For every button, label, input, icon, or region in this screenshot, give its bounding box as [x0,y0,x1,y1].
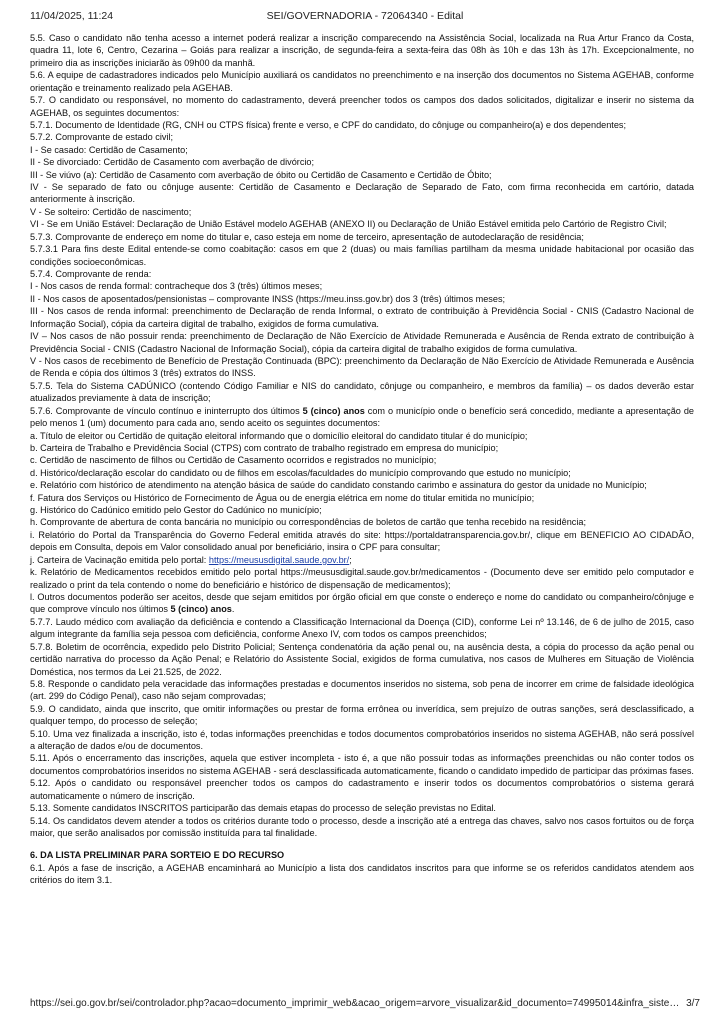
list-item: VI - Se em União Estável: Declaração de União Estável modelo AGEHAB (ANEXO II) ou Declaração de União Estável emitida pelo Cartório de Registro Civil; [30,219,667,230]
print-header [30,10,700,26]
document-url: https://sei.go.gov.br/sei/controlador.php?acao=documento_imprimir_web&acao_origem=arvore_visualizar&id_documento=74995014&infra_siste… [30,998,680,1009]
paragraph-5-10: 5.10. Uma vez finalizada a inscrição, isto é, todas informações preenchidas e todos documentos comprobatórios inseridos no sistema AGEHAB, não será possível a alteração de dados e/ou de documentos. [30,728,694,752]
list-item: III - Se viúvo (a): Certidão de Casamento com averbação de óbito ou Certidão de Casamento e Certidão de Óbito; [30,169,492,180]
list-item: b. Carteira de Trabalho e Previdência Social (CTPS) com contrato de trabalho registrado em empresa do município; [30,442,499,453]
list-item: c. Certidão de nascimento de filhos ou Certidão de Casamento ocorridos e registrados no município; [30,455,437,466]
list-item: V - Se solteiro: Certidão de nascimento; [30,206,192,217]
list-item: d. Histórico/declaração escolar do candidato ou de filhos em escolas/faculdades do município comprovando que estudo no município; [30,467,571,478]
list-item: IV – Nos casos de não possuir renda: preenchimento de Declaração de Não Exercício de Atividade Remunerada e Ausência de Renda extrato de contribuição à Previdência Social - CNIS (Cadastro Nacional de Informação Social), cópia da carteira digital de trabalho exigidos de forma cumulativa. [30,331,694,354]
paragraph-5-6: 5.6. A equipe de cadastradores indicados pelo Município auxiliará os candidatos no preenchimento e na inserção dos documentos no Sistema AGEHAB, conforme orientação e treinamento realizado pela AGEHAB. [30,70,694,93]
list-item [30,591,694,616]
paragraph-5-14: 5.14. Os candidatos devem atender a todos os critérios durante todo o processo, desde a inscrição até a entrega das chaves, salvo nos casos fortuitos ou de força maior, que serão analisados por comissão instituída para tal finalidade. [30,815,694,838]
list-item: i. Relatório do Portal da Transparência do Governo Federal emitida através do site: https://portaldatransparencia.gov.br/, clique em BENEFICIO AO CIDADÃO, depois em Consulta, depois em Valor consolidado anual por beneficiário, insira o CPF para consultar; [30,529,694,553]
section-title: 6. DA LISTA PRELIMINAR PARA SORTEIO E DO RECURSO [30,850,285,861]
print-footer [30,998,700,1012]
list-item: II - Se divorciado: Certidão de Casamento com averbação de divórcio; [30,157,315,168]
paragraph-5-9: 5.9. O candidato, ainda que inscrito, que omitir informações ou prestar de forma errônea ou inverídica, sem prejuízo de outras sanções, será desclassificado, a qualquer tempo, do processo de seleção; [30,703,694,727]
list-item: V - Nos casos de recebimento de Benefício de Prestação Continuada (BPC): preenchimento da Declaração de Não Exercício de Atividade Remunerada e Ausência de Renda e cópia dos últimos 3 (três) extratos do INSS. [30,355,694,379]
paragraph-5-5: 5.5. Caso o candidato não tenha acesso a internet poderá realizar a inscrição comparecendo na Assistência Social, localizada na Rua Artur Franco da Costa, quadra 11, lote 6, Centro, Cezarina – Goiás para realizar a inscrição, de segunda-feira a sexta-feira das 08h às 10h e das 13h às 17h. Excepcionalmente, no primeiro dia as inscrições iniciarão às 09h00 da manhã. [30,33,694,68]
paragraph-5-7-1: 5.7.1. Documento de Identidade (RG, CNH ou CTPS física) frente e verso, e CPF do candidato, do cônjuge ou companheiro(a) e dos dependentes; [30,119,626,130]
paragraph-5-13: 5.13. Somente candidatos INSCRITOS participarão das demais etapas do processo de seleção previstas no Edital. [30,803,496,814]
paragraph-5-8: 5.8. Responde o candidato pela veracidade das informações prestadas e documentos inseridos no sistema, sob pena de incorrer em crime de falsidade ideológica (art. 299 do Código Penal), caso não sejam comprovadas; [30,678,694,702]
paragraph-5-11: 5.11. Após o encerramento das inscrições, aquela que estiver incompleta - isto é, a que não possuir todas as informações preenchidas ou não conter todos os documentos comprobatórios inseridos no sistema AGEHAB - será desclassificada automaticamente, ficando o candidato impedido de participar das próximas fases. [30,753,694,776]
list-item: a. Título de eleitor ou Certidão de quitação eleitoral informando que o domicílio eleitoral do candidato titular é do município; [30,430,528,441]
text-run: 5.7.6. Comprovante de vínculo contínuo e ininterrupto dos últimos [30,405,303,416]
bold-text: 5 (cinco) anos [170,604,232,615]
text-run: com o município onde o benefício será concedido, mediante a apresentação de pelo menos 1 (um) documento para cada ano, sendo aceito os seguintes documentos: [30,405,694,429]
list-item: h. Comprovante de abertura de conta bancária no município ou correspondências de boletos de cartão que tenha recebido na residência; [30,517,586,528]
list-item: k. Relatório de Medicamentos recebidos emitido pelo portal https://meususdigital.saude.gov.br/medicamentos - (Documento deve ser emitido pelo computador e realizado o print da tela contendo o nome do beneficiário e histórico de dispensação de medicamentos); [30,567,694,590]
paragraph-5-7-4: 5.7.4. Comprovante de renda: [30,269,152,280]
page-number: 3/7 [686,998,700,1009]
list-item: I - Nos casos de renda formal: contracheque dos 3 (três) últimos meses; [30,281,323,292]
paragraph-5-7-8: 5.7.8. Boletim de ocorrência, expedido pelo Distrito Policial; Sentença condenatória da ação penal ou, na ausência desta, a cópia do processo da ação penal ou certidão narrativa do processo da Ação Penal; e Relatório do Assistente Social, exigidos de forma cumulativa, nos casos de Mulheres em Situação de Violência Doméstica, nos termos da Lei 21.525, de 2022. [30,641,694,677]
paragraph-5-7-5: 5.7.5. Tela do Sistema CADÚNICO (contendo Código Familiar e NIS do candidato, cônjuge ou companheiro, e membros da família) – os dados deverão estar atualizados previamente à data de inscrição; [30,380,694,404]
paragraph-spacer [30,839,694,847]
paragraph-5-7: 5.7. O candidato ou responsável, no momento do cadastramento, deverá preencher todos os campos dos dados solicitados, digitalizar e inserir no sistema da AGEHAB, os seguintes documentos: [30,95,694,118]
paragraph-6-1: 6.1. Após a fase de inscrição, a AGEHAB encaminhará ao Município a lista dos candidatos inscritos para que informe se os referidos candidatos atendem aos critérios do item 3.1. [30,862,694,886]
list-item: I - Se casado: Certidão de Casamento; [30,144,188,155]
text-run: ; [349,554,352,565]
paragraph-5-7-6 [30,405,694,430]
print-datetime: 11/04/2025, 11:24 [30,10,114,22]
paragraph-5-7-2: 5.7.2. Comprovante de estado civil; [30,132,174,143]
paragraph-5-7-3: 5.7.3. Comprovante de endereço em nome do titular e, caso esteja em nome de terceiro, apresentação de autodeclaração de residência; [30,231,584,242]
list-item: II - Nos casos de aposentados/pensionistas – comprovante INSS (https://meu.inss.gov.br) dos 3 (três) últimos meses; [30,293,506,304]
list-item: III - Nos casos de renda informal: preenchimento de Declaração de renda Informal, o extrato de contribuição à Previdência Social - CNIS (Cadastro Nacional de Informação Social), cópia da carteira digital de trabalho, exigidos de forma cumulativa. [30,306,694,329]
text-run: l. Outros documentos poderão ser aceitos, desde que sejam emitidos por órgão oficial em que conste o endereço e nome do candidato ou companheiro/cônjuge e que comprove vínculo nos últimos [30,591,694,615]
print-title: SEI/GOVERNADORIA - 72064340 - Edital [266,10,464,22]
list-item: f. Fatura dos Serviços ou Histórico de Fornecimento de Água ou de energia elétrica em nome do titular emitida no município; [30,492,535,503]
paragraph-5-7-3-1: 5.7.3.1 Para fins deste Edital entende-se como coabitação: casos em que 2 (duas) ou mais famílias partilham da mesma unidade habitacional por ocasião das condições socioeconômicas. [30,244,694,267]
document-body [30,32,694,887]
bold-text: 5 (cinco) anos [302,405,365,416]
meusus-link[interactable]: https://meususdigital.saude.gov.br/ [208,554,350,565]
paragraph-5-12: 5.12. Após o candidato ou responsável preencher todos os campos do cadastramento e inserir todos os documentos comprobatórios o sistema gerará automaticamente o número de inscrição. [30,778,694,801]
paragraph-5-7-7: 5.7.7. Laudo médico com avaliação da deficiência e contendo a Classificação Internacional da Doença (CID), conforme Lei nº 13.146, de 6 de julho de 2015, caso algum integrante da família seja pessoa com deficiência, conforme Anexo IV, com todos os campos preenchidos; [30,616,694,640]
text-run: j. Carteira de Vacinação emitida pelo portal: [30,554,209,565]
list-item: g. Histórico do Cadúnico emitido pelo Gestor do Cadúnico no município; [30,505,322,516]
list-item: IV - Se separado de fato ou cônjuge ausente: Certidão de Casamento e Declaração de Separado de Fato, com firma reconhecida em cartório, datada anteriormente à inscrição. [30,182,694,205]
list-item [30,554,694,566]
list-item: e. Relatório com histórico de atendimento na atenção básica de saúde do candidato constando carimbo e assinatura do gestor da unidade no Município; [30,480,647,491]
text-run: . [231,604,235,615]
